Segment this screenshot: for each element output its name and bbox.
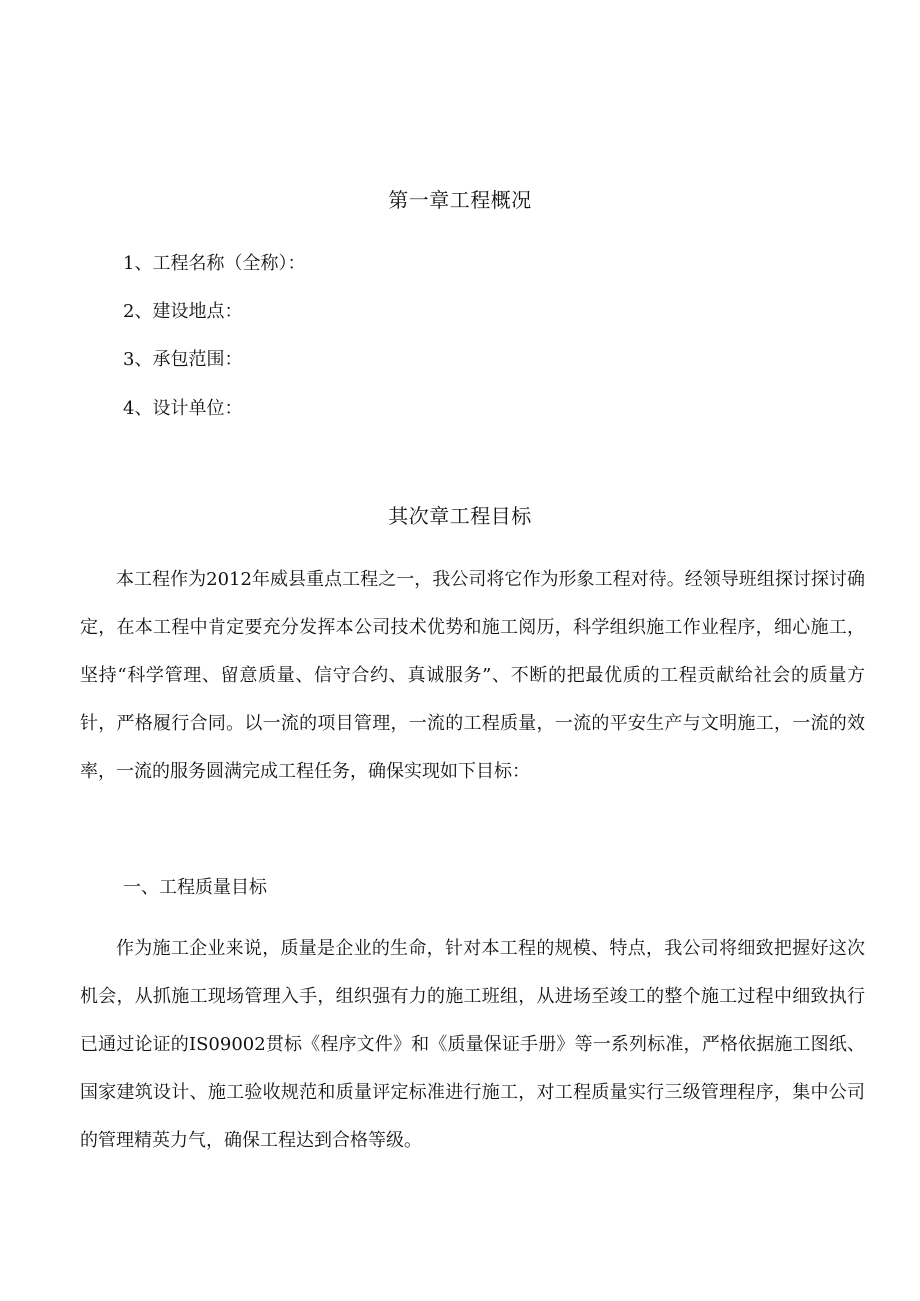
construction-site-item: 2、建设地点：: [123, 301, 243, 322]
contract-scope-item: 3、承包范围：: [123, 349, 243, 370]
project-name-item: 1、工程名称（全称）：: [123, 253, 306, 274]
design-unit-item: 4、设计单位：: [123, 398, 243, 419]
chapter-1-title: 第一章工程概况: [388, 188, 532, 212]
chapter-2-intro-paragraph: 本工程作为2012年威县重点工程之一，我公司将它作为形象工程对待。经领导班组探讨探讨确定，在本工程中肯定要充分发挥本公司技术优势和施工阅历，科学组织施工作业程序，细心施工，坚持“科学管理、留意质量、信守合约、真诚服务”、不断的把最优质的工程贡献给社会的质量方针，严格履行合同。以一流的项目管理，一流的工程质量，一流的平安生产与文明施工，一流的效率，一流的服务圆满完成工程任务，确保实现如下目标：: [80, 569, 865, 782]
chapter-2-title: 其次章工程目标: [388, 504, 532, 528]
quality-goal-heading: 一、工程质量目标: [123, 877, 267, 898]
quality-goal-paragraph: 作为施工企业来说，质量是企业的生命，针对本工程的规模、特点，我公司将细致把握好这次机会，从抓施工现场管理入手，组织强有力的施工班组，从进场至竣工的整个施工过程中细致执行已通过论证的IS09002贯标《程序文件》和《质量保证手册》等一系列标准，严格依据施工图纸、国家建筑设计、施工验收规范和质量评定标准进行施工，对工程质量实行三级管理程序，集中公司的管理精英力气，确保工程达到合格等级。: [80, 938, 865, 1151]
